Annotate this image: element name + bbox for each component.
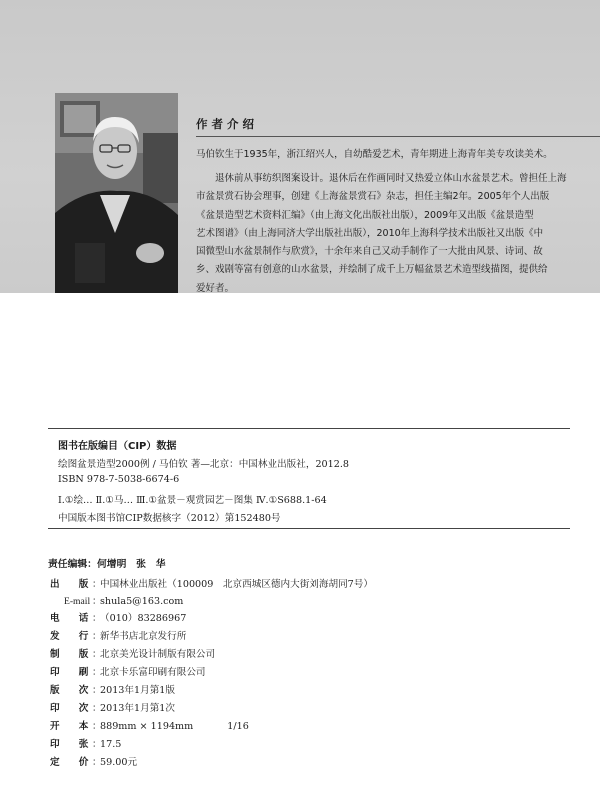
pub-value: 2013年1月第1版 bbox=[100, 685, 175, 696]
pub-value: 北京卡乐富印刷有限公司 bbox=[100, 667, 206, 678]
pub-row-format: 开 本 ：889mm × 1194mm 1/16 bbox=[50, 718, 249, 732]
pub-label: 开 本 bbox=[50, 721, 89, 732]
heading-divider bbox=[196, 136, 600, 137]
pub-value: 59.00元 bbox=[100, 757, 138, 768]
pub-row-distribution: 发 行 ：新华书店北京发行所 bbox=[50, 628, 186, 642]
pub-format-fraction: 1/16 bbox=[227, 721, 249, 732]
bio-line: 爱好者。 bbox=[196, 282, 235, 294]
cip-line: 绘图盆景造型2000例 / 马伯钦 著—北京：中国林业出版社，2012.8 bbox=[58, 459, 350, 470]
cip-title: 图书在版编目（CIP）数据 bbox=[58, 441, 177, 452]
pub-value: shula5@163.com bbox=[100, 596, 184, 607]
pub-label: 印 次 bbox=[50, 703, 89, 714]
pub-label: 发 行 bbox=[50, 631, 89, 642]
pub-value: 中国林业出版社（100009 北京西城区德内大街刘海胡同7号） bbox=[100, 579, 373, 590]
cip-line: ISBN 978-7-5038-6674-6 bbox=[58, 474, 180, 485]
pub-label: 印 刷 bbox=[50, 667, 89, 678]
pub-label: 制 版 bbox=[50, 649, 89, 660]
bio-line: 国微型山水盆景制作与欣赏》，十余年来自己又动手制作了一大批由风景、诗词、故 bbox=[196, 246, 543, 258]
pub-row-platemaking: 制 版 ：北京美光设计制版有限公司 bbox=[50, 646, 215, 660]
author-bio-paragraph-2 bbox=[196, 170, 592, 298]
pub-label: 电 话 bbox=[50, 613, 89, 624]
author-photo bbox=[55, 93, 178, 293]
cip-bottom-rule bbox=[48, 528, 570, 529]
cip-line: 中国版本图书馆CIP数据核字（2012）第152480号 bbox=[58, 513, 281, 524]
pub-row-phone: 电 话 ：（010）83286967 bbox=[50, 610, 186, 624]
pub-row-price: 定 价 ：59.00元 bbox=[50, 754, 137, 768]
bio-line: 艺术图谱》（由上海同济大学出版社出版），2010年上海科学技术出版社又出版《中 bbox=[196, 227, 544, 239]
pub-value: 17.5 bbox=[100, 739, 122, 750]
pub-row-sheets: 印 张 ：17.5 bbox=[50, 736, 121, 750]
pub-value: 北京美光设计制版有限公司 bbox=[100, 649, 216, 660]
pub-label: E-mail bbox=[64, 596, 91, 607]
pub-label: 出 版 bbox=[50, 579, 89, 590]
pub-value: 889mm × 1194mm bbox=[100, 721, 194, 732]
pub-row-printing: 印 刷 ：北京卡乐富印刷有限公司 bbox=[50, 664, 206, 678]
editors-label: 责任编辑： bbox=[48, 559, 97, 570]
cip-line: Ⅰ.①绘… Ⅱ.①马… Ⅲ.①盆景－观赏园艺－图集 Ⅳ.①S688.1-64 bbox=[58, 495, 327, 506]
pub-row-edition: 版 次 ：2013年1月第1版 bbox=[50, 682, 175, 696]
pub-value: （010）83286967 bbox=[100, 613, 187, 624]
pub-label: 定 价 bbox=[50, 757, 89, 768]
pub-row-publisher: 出 版 ：中国林业出版社（100009 北京西城区德内大街刘海胡同7号） bbox=[50, 576, 373, 590]
pub-value: 2013年1月第1次 bbox=[100, 703, 175, 714]
pub-row-email: E-mail ：shula5@163.com bbox=[64, 596, 184, 607]
bio-line: 退休前从事纺织图案设计。退休后在作画同时又热爱立体山水盆景艺术。曾担任上海 bbox=[215, 173, 567, 184]
pub-label: 版 次 bbox=[50, 685, 89, 696]
pub-label: 印 张 bbox=[50, 739, 89, 750]
pub-value: 新华书店北京发行所 bbox=[100, 631, 187, 642]
responsible-editors bbox=[48, 556, 166, 570]
author-heading: 作者介绍 bbox=[196, 117, 258, 131]
editors-names: 何增明 张 华 bbox=[96, 559, 166, 570]
pub-row-impression: 印 次 ：2013年1月第1次 bbox=[50, 700, 175, 714]
bio-line: 《盆景造型艺术资料汇编》（由上海文化出版社出版），2009年又出版《盆景造型 bbox=[196, 209, 534, 221]
author-bio-paragraph-1: 马伯钦生于1935年，浙江绍兴人，自幼酷爱艺术，青年期进上海青年美专攻读美术。 bbox=[196, 149, 553, 160]
bio-line: 乡、戏剧等富有创意的山水盆景，并绘制了成千上万幅盆景艺术造型线描图，提供给 bbox=[196, 264, 548, 276]
cip-top-rule bbox=[48, 428, 570, 429]
bio-line: 市盆景赏石协会理事，创建《上海盆景赏石》杂志，担任主编2年。2005年个人出版 bbox=[196, 191, 550, 203]
